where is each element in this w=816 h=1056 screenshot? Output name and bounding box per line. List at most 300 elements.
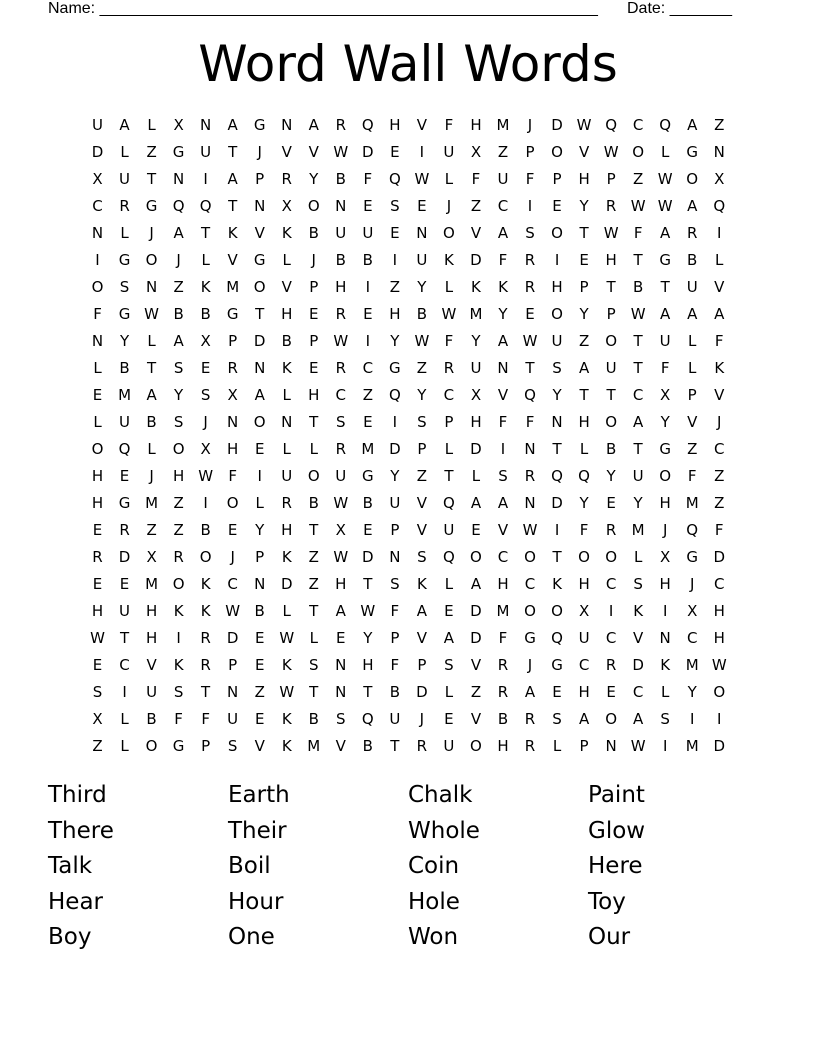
grid-letter: X [660,385,671,404]
word-list-item: There [48,817,114,844]
grid-letter: A [119,115,130,134]
grid-letter: W [144,304,159,323]
grid-letter: Y [390,331,400,350]
grid-letter: S [552,710,562,729]
grid-letter: W [414,331,430,350]
grid-letter: E [309,304,319,323]
grid-letter: E [200,358,211,377]
grid-letter: R [524,710,536,729]
grid-letter: L [633,548,643,567]
grid-letter: M [307,737,321,756]
grid-letter: T [660,277,670,296]
grid-letter: E [254,439,265,458]
grid-letter: L [201,250,210,269]
grid-letter: E [552,683,562,702]
grid-letter: N [254,358,266,377]
grid-letter: W [657,169,673,188]
grid-letter: B [308,223,319,242]
grid-letter: R [605,656,617,675]
grid-letter: A [687,304,698,323]
grid-letter: T [309,683,319,702]
grid-letter: C [632,683,644,702]
grid-letter: D [470,629,482,648]
grid-letter: V [416,629,428,648]
grid-letter: A [227,169,238,188]
grid-letter: E [363,412,373,431]
grid-letter: U [335,223,347,242]
grid-letter: N [254,196,266,215]
grid-letter: U [416,250,428,269]
grid-letter: M [469,304,483,323]
grid-letter: A [714,304,725,323]
grid-letter: W [630,196,646,215]
grid-letter: G [686,142,699,161]
word-list-item: One [228,924,275,951]
grid-letter: Y [579,304,589,323]
grid-letter: N [605,737,617,756]
grid-letter: F [498,250,508,269]
grid-letter: R [605,196,617,215]
grid-letter: Z [714,493,725,512]
grid-letter: M [496,602,510,621]
grid-letter: H [497,737,509,756]
grid-letter: P [255,548,265,567]
grid-letter: N [145,277,158,296]
grid-letter: P [390,629,400,648]
grid-letter: R [335,115,347,134]
grid-letter: L [282,385,291,404]
grid-letter: P [228,331,238,350]
grid-letter: V [146,656,157,675]
grid-letter: G [145,196,158,215]
grid-letter: P [255,169,265,188]
grid-letter: Z [308,575,319,594]
grid-letter: W [90,629,105,648]
grid-letter: H [281,520,293,539]
grid-letter: V [470,223,482,242]
grid-letter: E [336,629,346,648]
grid-letter: J [203,412,208,431]
grid-letter: R [119,196,130,215]
grid-letter: O [253,412,266,431]
grid-letter: G [172,737,185,756]
word-list-item: Our [588,924,631,951]
grid-letter: I [203,493,208,512]
grid-letter: A [308,115,319,134]
grid-letter: I [95,250,100,269]
word-list-item: Boy [48,924,92,951]
grid-letter: R [92,548,103,567]
grid-letter: C [362,358,374,377]
grid-letter: B [146,710,157,729]
grid-letter: Y [606,466,616,485]
grid-letter: B [362,737,373,756]
grid-letter: N [172,169,185,188]
grid-letter: L [688,358,697,377]
grid-letter: U [470,358,482,377]
grid-letter: K [173,656,184,675]
grid-letter: B [335,169,346,188]
grid-letter: S [660,710,670,729]
grid-letter: J [176,250,181,269]
grid-letter: D [118,548,131,567]
grid-letter: X [200,331,211,350]
grid-letter: H [389,115,401,134]
grid-letter: R [524,250,536,269]
grid-letter: O [605,331,618,350]
grid-letter: T [606,277,616,296]
grid-letter: J [311,250,316,269]
grid-letter: F [714,331,724,350]
grid-letter: N [389,548,401,567]
grid-letter: P [579,277,589,296]
grid-letter: H [578,683,590,702]
grid-letter: L [120,223,129,242]
grid-letter: X [714,169,725,188]
grid-letter: A [497,331,509,350]
grid-letter: Z [416,358,428,377]
grid-letter: H [551,277,563,296]
grid-letter: Q [659,115,672,134]
grid-letter: F [228,466,237,485]
grid-letter: E [309,358,319,377]
grid-letter: E [254,710,265,729]
grid-letter: K [281,358,292,377]
grid-letter: W [333,331,349,350]
word-list-item: Glow [588,817,646,844]
grid-letter: B [335,250,346,269]
grid-letter: Z [173,493,184,512]
grid-letter: T [633,358,643,377]
grid-letter: B [362,493,373,512]
grid-letter: E [119,466,130,485]
grid-letter: O [172,575,185,594]
grid-letter: J [446,196,452,215]
grid-letter: K [281,656,292,675]
grid-letter: E [92,385,103,404]
grid-letter: C [227,575,238,594]
grid-letter: S [309,656,319,675]
grid-letter: N [200,115,212,134]
grid-letter: F [174,710,183,729]
grid-letter: M [631,520,645,539]
grid-letter: W [603,223,619,242]
grid-letter: A [254,385,265,404]
grid-letter: E [363,196,373,215]
grid-letter: B [632,277,644,296]
grid-letter: Z [146,142,157,161]
grid-letter: L [93,358,102,377]
grid-letter: T [579,385,589,404]
grid-letter: M [145,575,159,594]
grid-letter: W [603,142,619,161]
date-field-label: Date: _______ [627,0,732,17]
grid-letter: E [606,493,616,512]
grid-letter: O [172,439,185,458]
grid-letter: G [659,439,671,458]
grid-letter: W [630,737,646,756]
grid-letter: V [714,277,725,296]
grid-letter: O [524,548,536,567]
grid-letter: E [363,304,373,323]
grid-letter: F [525,169,535,188]
grid-letter: H [281,304,293,323]
grid-letter: T [309,602,319,621]
grid-letter: D [389,439,401,458]
grid-letter: D [280,575,293,594]
grid-letter: T [579,223,589,242]
grid-letter: M [118,385,132,404]
grid-letter: H [659,493,671,512]
grid-letter: F [498,412,508,431]
grid-letter: X [660,548,671,567]
grid-letter: X [173,115,184,134]
grid-letter: A [578,710,590,729]
grid-letter: W [360,602,376,621]
grid-letter: Q [524,385,536,404]
grid-letter: S [227,737,238,756]
grid-letter: L [93,412,102,431]
grid-letter: H [713,629,725,648]
grid-letter: N [416,223,428,242]
grid-letter: O [199,548,212,567]
grid-letter: L [579,439,589,458]
grid-letter: Y [309,169,319,188]
grid-letter: Y [363,629,373,648]
grid-letter: R [686,223,698,242]
grid-letter: A [443,629,455,648]
grid-letter: K [281,737,292,756]
word-list-item: Their [228,817,287,844]
grid-letter: J [149,223,154,242]
grid-letter: T [255,304,265,323]
grid-letter: K [444,250,454,269]
grid-letter: Q [443,548,455,567]
grid-letter: A [633,710,644,729]
grid-letter: W [225,602,241,621]
grid-letter: Z [470,196,482,215]
grid-letter: U [389,493,401,512]
grid-letter: Q [199,196,212,215]
grid-letter: X [92,710,103,729]
grid-letter: O [659,466,672,485]
grid-letter: A [633,412,644,431]
grid-letter: N [713,142,725,161]
grid-letter: Q [361,115,374,134]
grid-letter: R [335,439,347,458]
grid-letter: B [308,710,319,729]
grid-letter: A [524,683,536,702]
grid-letter: S [525,223,535,242]
grid-letter: Y [579,196,589,215]
grid-letter: O [253,277,266,296]
grid-letter: S [119,277,130,296]
grid-letter: G [253,115,266,134]
grid-letter: H [578,169,590,188]
grid-letter: L [444,575,454,594]
grid-letter: D [362,142,374,161]
grid-letter: T [363,575,373,594]
grid-letter: A [687,115,698,134]
grid-letter: Q [551,629,563,648]
grid-letter: E [227,520,238,539]
grid-letter: T [444,466,454,485]
grid-letter: Z [308,548,319,567]
grid-letter: K [200,602,211,621]
grid-letter: Y [552,385,562,404]
grid-letter: G [118,250,131,269]
grid-letter: L [282,250,291,269]
word-list-item: Talk [48,853,93,880]
grid-letter: U [389,710,401,729]
grid-letter: R [227,358,238,377]
grid-letter: I [365,331,371,350]
grid-letter: D [551,493,563,512]
grid-letter: I [554,520,560,539]
grid-letter: L [552,737,562,756]
grid-letter: C [632,115,644,134]
grid-letter: E [119,575,130,594]
grid-letter: X [687,602,698,621]
grid-letter: H [362,656,374,675]
grid-letter: D [253,331,266,350]
grid-letter: U [227,710,239,729]
grid-letter: M [685,737,699,756]
grid-letter: P [201,737,211,756]
grid-letter: L [444,439,454,458]
grid-letter: U [335,466,347,485]
grid-letter: U [200,142,212,161]
grid-letter: O [91,439,104,458]
grid-letter: N [91,331,104,350]
grid-letter: W [333,142,349,161]
grid-letter: J [149,466,154,485]
grid-letter: A [660,223,671,242]
grid-letter: N [254,575,266,594]
grid-letter: U [443,142,455,161]
grid-letter: S [390,196,400,215]
grid-letter: X [578,602,590,621]
grid-letter: B [416,304,428,323]
grid-letter: Z [173,277,184,296]
grid-letter: I [500,439,506,458]
grid-letter: P [525,142,535,161]
grid-letter: S [173,358,184,377]
grid-letter: W [414,169,430,188]
grid-letter: E [390,142,400,161]
grid-letter: O [605,548,618,567]
grid-letter: K [200,575,211,594]
grid-letter: J [419,710,425,729]
grid-letter: K [227,223,238,242]
grid-letter: N [281,412,293,431]
grid-letter: E [525,304,535,323]
grid-letter: U [146,683,158,702]
grid-letter: R [605,520,617,539]
grid-letter: C [713,439,725,458]
grid-letter: V [254,223,265,242]
grid-letter: P [309,331,319,350]
grid-letter: E [552,196,562,215]
grid-letter: R [524,737,536,756]
grid-letter: K [281,710,292,729]
grid-letter: U [119,169,131,188]
grid-letter: K [281,548,292,567]
grid-letter: Z [92,737,103,756]
grid-letter: H [605,250,617,269]
grid-letter: S [336,710,346,729]
grid-letter: D [551,115,563,134]
word-search-grid [84,111,733,760]
grid-letter: W [333,493,349,512]
grid-letter: A [497,493,509,512]
grid-letter: P [606,169,616,188]
grid-letter: V [470,656,482,675]
grid-letter: T [363,683,373,702]
grid-letter: N [497,358,509,377]
grid-letter: P [309,277,319,296]
grid-letter: U [551,331,563,350]
grid-letter: Q [578,466,590,485]
grid-letter: W [441,304,457,323]
grid-letter: M [685,656,699,675]
grid-letter: V [497,385,509,404]
grid-letter: A [497,223,509,242]
grid-letter: D [362,548,374,567]
grid-letter: X [335,520,346,539]
grid-letter: B [362,250,373,269]
grid-letter: A [173,223,184,242]
grid-letter: K [281,223,292,242]
grid-letter: V [687,412,698,431]
grid-letter: C [605,575,617,594]
grid-letter: R [335,358,347,377]
grid-letter: M [685,493,699,512]
grid-letter: C [443,385,455,404]
grid-letter: V [227,250,238,269]
grid-letter: T [309,412,319,431]
grid-letter: G [659,250,671,269]
grid-letter: N [281,115,293,134]
grid-letter: A [687,196,698,215]
grid-letter: I [122,683,127,702]
grid-letter: I [176,629,181,648]
grid-letter: O [551,304,563,323]
grid-letter: W [279,629,295,648]
grid-letter: F [579,520,589,539]
grid-letter: N [551,412,563,431]
grid-letter: S [336,412,346,431]
grid-letter: G [226,304,239,323]
grid-letter: T [146,169,157,188]
grid-letter: O [443,223,455,242]
grid-letter: W [522,331,538,350]
grid-letter: B [308,493,319,512]
grid-letter: P [444,412,454,431]
grid-letter: R [335,304,347,323]
grid-letter: G [389,358,401,377]
grid-letter: L [444,683,454,702]
grid-letter: O [145,250,158,269]
grid-letter: K [416,575,427,594]
grid-letter: K [714,358,725,377]
grid-letter: D [416,683,428,702]
grid-letter: Y [633,493,643,512]
grid-letter: B [119,358,130,377]
grid-letter: R [497,683,509,702]
grid-letter: V [416,520,428,539]
grid-letter: L [309,629,318,648]
